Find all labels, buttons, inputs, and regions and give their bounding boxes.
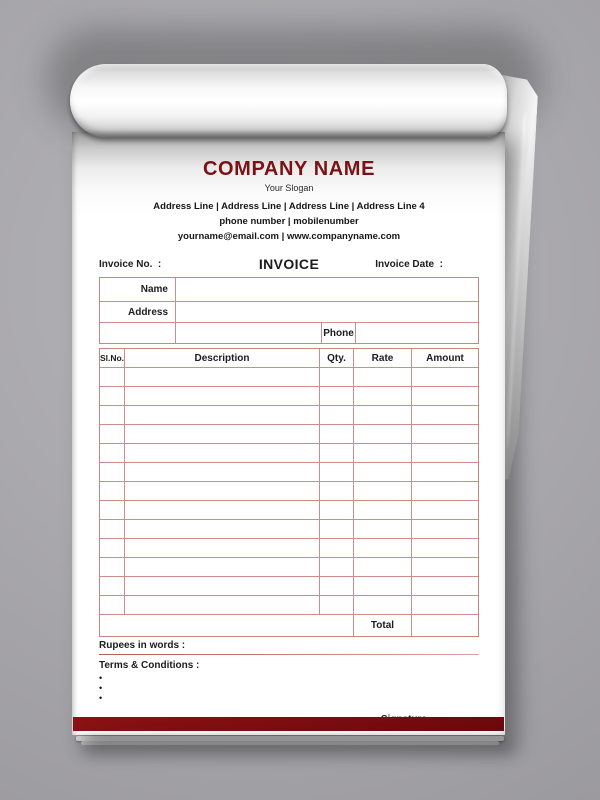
- invoice-title-row: [99, 256, 479, 272]
- items-table-empty-cell: [412, 444, 478, 463]
- items-table-empty-cell: [412, 501, 478, 520]
- items-table-empty-cell: [100, 577, 125, 596]
- items-table-empty-cell: [320, 444, 354, 463]
- pad-bottom-shadow: [82, 740, 516, 754]
- company-name: COMPANY NAME: [202, 158, 376, 180]
- invoice-date-label: Invoice Date :: [375, 258, 443, 270]
- items-table-empty-cell: [320, 387, 354, 406]
- items-table-empty-cell: [354, 501, 412, 520]
- items-table-empty-cell: [125, 520, 320, 539]
- items-table-empty-cell: [125, 577, 320, 596]
- items-table-empty-cell: [100, 596, 125, 615]
- items-table-empty-cell: [100, 463, 125, 482]
- items-table-body: [100, 368, 478, 615]
- flipped-pages-roll: [70, 64, 507, 137]
- items-table-empty-cell: [412, 596, 478, 615]
- items-table-empty-cell: [125, 558, 320, 577]
- items-table-empty-cell: [320, 539, 354, 558]
- phone-value-field: [356, 323, 478, 343]
- terms-conditions-label: Terms & Conditions :: [99, 660, 200, 671]
- terms-bullet-list: [99, 673, 479, 703]
- items-table-empty-cell: [320, 558, 354, 577]
- items-table-empty-cell: [320, 596, 354, 615]
- customer-empty-cell: [176, 323, 322, 343]
- items-table-empty-cell: [320, 501, 354, 520]
- items-table-empty-cell: [320, 520, 354, 539]
- invoice-no-label: Invoice No. :: [99, 258, 162, 270]
- company-address-line: Address Line | Address Line | Address Line | Address Line 4: [153, 201, 425, 212]
- items-table-empty-cell: [354, 558, 412, 577]
- company-phone-line: phone number | mobilenumber: [219, 216, 359, 227]
- items-table-empty-cell: [100, 501, 125, 520]
- rupees-in-words-line: [99, 654, 479, 655]
- items-table-empty-cell: [354, 577, 412, 596]
- items-table-empty-cell: [412, 558, 478, 577]
- col-header-rate: Rate: [354, 349, 412, 368]
- bullet-dot-icon: •: [99, 683, 103, 693]
- bullet-dot-icon: •: [99, 693, 103, 703]
- items-table-empty-cell: [125, 444, 320, 463]
- items-table-empty-cell: [412, 482, 478, 501]
- total-amount-field: [412, 615, 478, 636]
- invoice-title: INVOICE: [258, 256, 320, 272]
- total-row-merged-cell: [100, 615, 354, 636]
- items-table-empty-cell: [412, 368, 478, 387]
- items-table-empty-cell: [100, 539, 125, 558]
- items-table-empty-cell: [100, 368, 125, 387]
- col-header-description: Description: [125, 349, 320, 368]
- items-table-empty-cell: [354, 463, 412, 482]
- company-slogan: Your Slogan: [264, 183, 314, 193]
- items-table-empty-cell: [354, 444, 412, 463]
- col-header-amount: Amount: [412, 349, 478, 368]
- items-table-empty-cell: [100, 558, 125, 577]
- items-table-empty-cell: [125, 387, 320, 406]
- items-table-empty-cell: [125, 368, 320, 387]
- items-table-empty-cell: [412, 539, 478, 558]
- items-table-empty-cell: [320, 463, 354, 482]
- items-table-empty-cell: [100, 444, 125, 463]
- customer-info-table: [99, 277, 479, 344]
- name-value-field: [176, 278, 478, 302]
- invoice-page: [72, 132, 505, 735]
- items-table-total-row: [100, 615, 478, 636]
- items-table-empty-cell: [412, 463, 478, 482]
- items-table: [99, 348, 479, 637]
- items-table-empty-cell: [320, 577, 354, 596]
- items-table-empty-cell: [412, 406, 478, 425]
- items-table-empty-cell: [100, 425, 125, 444]
- items-table-empty-cell: [354, 482, 412, 501]
- items-table-empty-cell: [320, 425, 354, 444]
- items-table-empty-cell: [354, 387, 412, 406]
- items-table-empty-cell: [354, 596, 412, 615]
- items-table-empty-cell: [412, 577, 478, 596]
- items-table-empty-cell: [100, 482, 125, 501]
- customer-empty-cell: [100, 323, 176, 343]
- items-table-empty-cell: [354, 368, 412, 387]
- items-table-header: [100, 349, 478, 368]
- rupees-in-words-label: Rupees in words :: [99, 640, 186, 651]
- address-value-field: [176, 302, 478, 323]
- items-table-empty-cell: [320, 482, 354, 501]
- items-table-empty-cell: [320, 406, 354, 425]
- items-table-empty-cell: [412, 387, 478, 406]
- items-table-empty-cell: [320, 368, 354, 387]
- company-web-line: yourname@email.com | www.companyname.com: [177, 231, 401, 242]
- bottom-accent-bar: [73, 717, 504, 731]
- items-table-empty-cell: [125, 463, 320, 482]
- items-table-empty-cell: [100, 406, 125, 425]
- total-label: Total: [354, 615, 412, 636]
- items-table-empty-cell: [125, 482, 320, 501]
- items-table-empty-cell: [354, 520, 412, 539]
- items-table-empty-cell: [125, 539, 320, 558]
- items-table-empty-cell: [125, 406, 320, 425]
- col-header-slno: Sl.No.: [100, 349, 125, 368]
- items-table-empty-cell: [125, 501, 320, 520]
- name-label: Name: [100, 278, 176, 302]
- items-table-empty-cell: [100, 520, 125, 539]
- items-table-empty-cell: [354, 539, 412, 558]
- items-table-empty-cell: [125, 425, 320, 444]
- address-label: Address: [100, 302, 176, 323]
- items-table-empty-cell: [354, 425, 412, 444]
- phone-label: Phone: [322, 323, 356, 343]
- bullet-dot-icon: •: [99, 673, 103, 683]
- items-table-empty-cell: [100, 387, 125, 406]
- items-table-empty-cell: [412, 425, 478, 444]
- col-header-qty: Qty.: [320, 349, 354, 368]
- items-table-empty-cell: [354, 406, 412, 425]
- items-table-empty-cell: [412, 520, 478, 539]
- items-table-empty-cell: [125, 596, 320, 615]
